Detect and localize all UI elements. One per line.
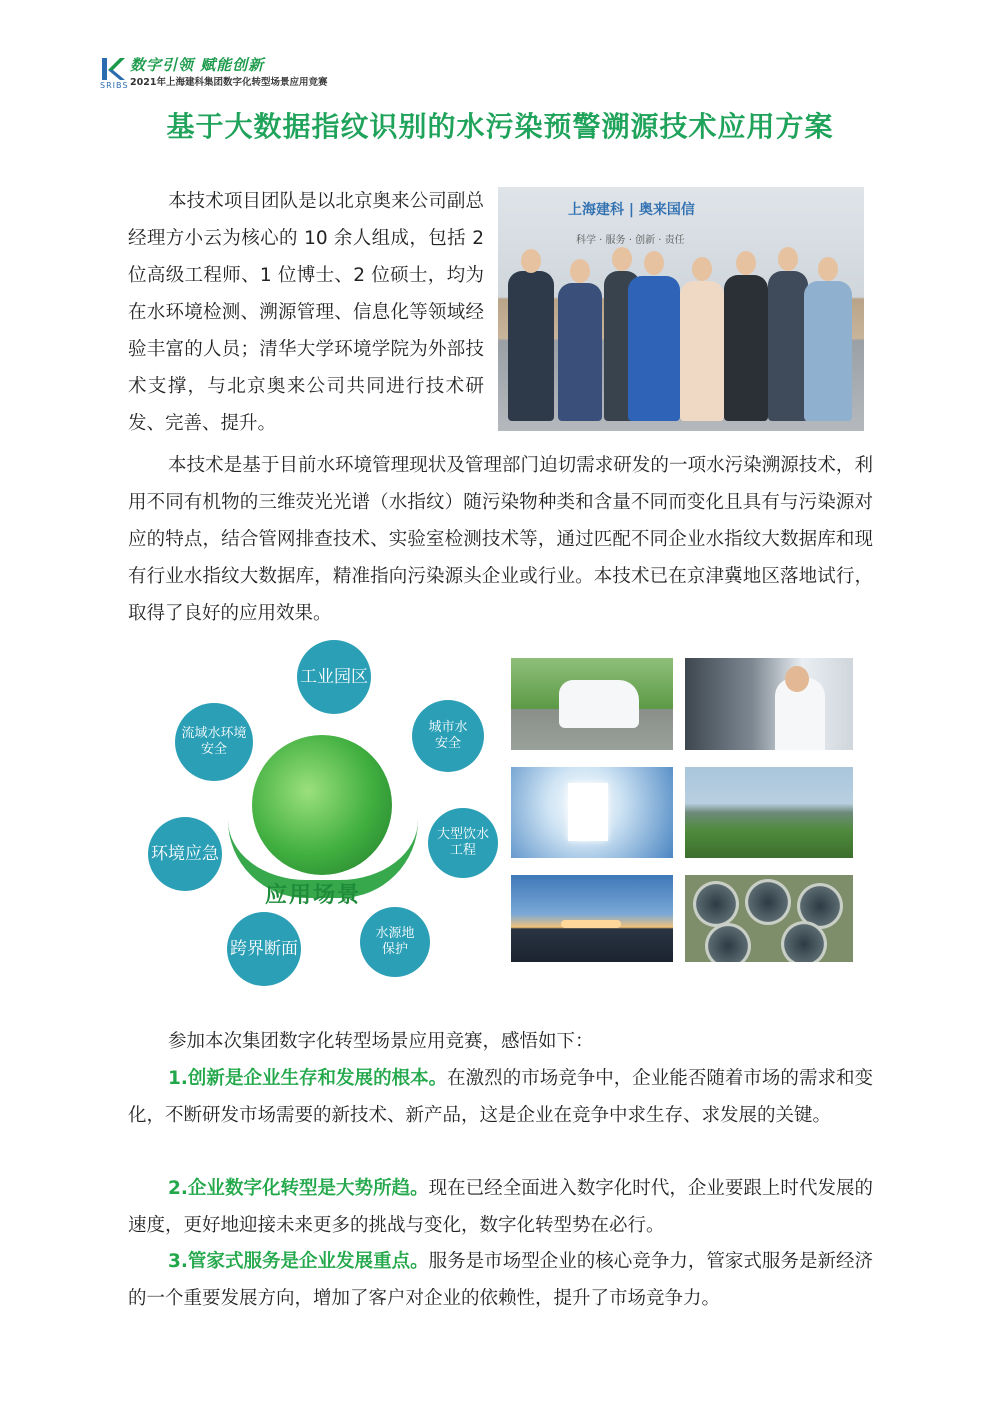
monitoring-van-photo	[511, 658, 673, 750]
scenario-bubble	[175, 703, 253, 781]
reflection-heading: 3.管家式服务是企业发展重点。	[168, 1251, 429, 1272]
scenario-bubble	[148, 817, 222, 891]
reflection-text: 在激烈的市场竞争中，企业能否随着市场的需求和变化，不断研发市场需要的新技术、新产品，这是企业在竞争中求生存、求发展的关键。	[128, 1068, 873, 1126]
certificate-shape	[568, 783, 608, 841]
reflection-heading: 2.企业数字化转型是大势所趋。	[168, 1178, 429, 1199]
tank-shape	[781, 921, 827, 962]
scenario-center-label: 应用场景	[265, 883, 362, 908]
scenario-bubble-label: 城市水 安全	[428, 720, 468, 751]
header-logo	[98, 52, 358, 92]
team-photo-sign: 上海建科 | 奥来国信	[568, 202, 695, 218]
scenario-bubble-label: 流域水环境 安全	[181, 726, 247, 757]
reflection-heading: 1.创新是企业生存和发展的根本。	[168, 1068, 448, 1089]
person	[558, 283, 602, 421]
page-title: 基于大数据指纹识别的水污染预警溯源技术应用方案	[166, 110, 834, 143]
river-sunset-photo	[511, 875, 673, 962]
intro-paragraph	[128, 183, 484, 442]
person-head	[521, 249, 541, 273]
person	[724, 275, 768, 421]
reflection-text: 服务是市场型企业的核心竞争力，管家式服务是新经济的一个重要发展方向，增加了客户对企业的依赖性，提升了市场竞争力。	[128, 1251, 873, 1309]
reflection-item	[128, 1060, 873, 1134]
person-head	[818, 257, 838, 281]
sunset-glow	[561, 920, 621, 928]
scenario-bubble	[227, 912, 301, 986]
person	[804, 281, 852, 421]
tech-text: 本技术是基于目前水环境管理现状及管理部门迫切需求研发的一项水污染溯源技术，利用不同有机物的三维荧光光谱（水指纹）随污染物种类和含量不同而变化且具有与污染源对应的特点，结合管网排查技术、实验室检测技术等，通过匹配不同企业水指纹大数据库和现有行业水指纹大数据库，精准指向污染源头企业或行业。本技术已在京津冀地区落地试行，取得了良好的应用效果。	[128, 455, 873, 624]
sribs-logo-icon	[98, 56, 128, 82]
scenario-bubble-label: 水源地 保护	[375, 926, 415, 957]
header-slogan: 数字引领 赋能创新	[130, 56, 265, 74]
person-head	[778, 247, 798, 271]
reflection-text: 现在已经全面进入数字化时代，企业要跟上时代发展的速度，更好地迎接未来更多的挑战与变化，数字化转型势在必行。	[128, 1178, 873, 1236]
lab-technician-photo	[685, 658, 853, 750]
header-subtitle: 2021年上海建科集团数字化转型场景应用竞赛	[130, 77, 328, 88]
van-shape	[559, 680, 639, 728]
city-park-photo	[685, 767, 853, 858]
scenario-bubble	[412, 700, 484, 772]
person-head	[692, 257, 712, 281]
person-head	[570, 259, 590, 283]
brand-text: SRIBS	[100, 81, 129, 90]
technician-head	[785, 666, 809, 692]
scenario-bubble	[360, 907, 430, 977]
scenario-bubble	[428, 808, 498, 878]
application-scenario-diagram	[140, 640, 510, 990]
treatment-plant-photo	[685, 875, 853, 962]
reflection-item	[128, 1243, 873, 1317]
person-head	[736, 251, 756, 275]
scenario-bubble-label: 大型饮水 工程	[436, 827, 489, 858]
person	[680, 281, 724, 421]
person-head	[612, 247, 632, 271]
reflection-lead-text: 参加本次集团数字化转型场景应用竞赛，感悟如下：	[168, 1031, 594, 1052]
reflection-item	[128, 1170, 873, 1244]
tech-paragraph	[128, 447, 873, 632]
team-photo-sign-sub: 科学 · 服务 · 创新 · 责任	[576, 235, 685, 246]
person	[508, 271, 554, 421]
scenario-bubble-label: 环境应急	[151, 843, 219, 864]
scenario-bubble	[297, 640, 371, 714]
scenario-bubble-label: 工业园区	[300, 666, 368, 687]
scenario-bubble-label: 跨界断面	[230, 938, 298, 959]
tank-shape	[745, 879, 791, 925]
person-head	[644, 251, 664, 275]
tank-shape	[705, 923, 751, 962]
certificate-photo	[511, 767, 673, 858]
team-photo	[498, 187, 864, 431]
person	[768, 271, 808, 421]
intro-text: 本技术项目团队是以北京奥来公司副总经理方小云为核心的 10 余人组成，包括 2 位高级工程师、1 位博士、2 位硕士，均为在水环境检测、溯源管理、信息化等领域经验丰富的人员；清华大学环境学院为外部技术支撑，与北京奥来公司共同进行技术研发、完善、提升。	[128, 191, 484, 434]
person	[628, 276, 680, 421]
reflection-lead	[128, 1023, 873, 1060]
tank-shape	[693, 881, 739, 927]
